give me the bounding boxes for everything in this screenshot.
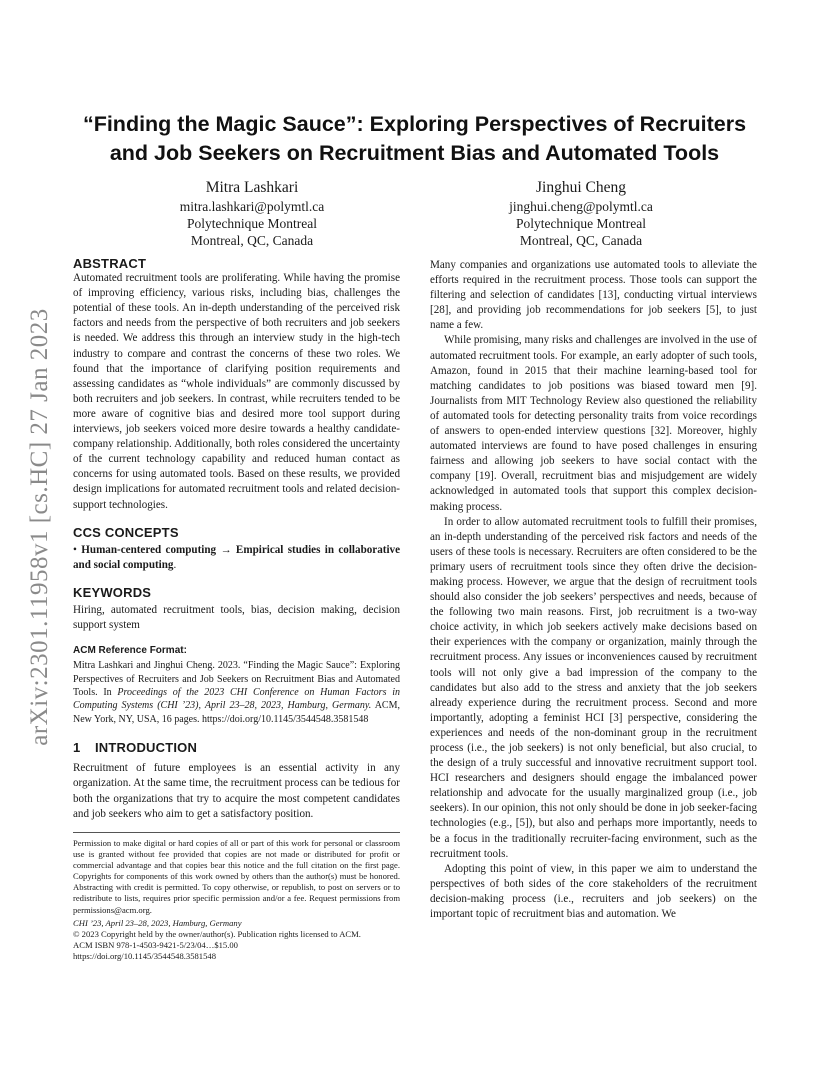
isbn-text: ACM ISBN 978-1-4503-9421-5/23/04…$15.00 <box>73 939 238 950</box>
keywords-heading: KEYWORDS <box>73 584 152 600</box>
author-location: Montreal, QC, Canada <box>519 233 643 248</box>
ccs-concepts <box>73 543 400 573</box>
conference-info <box>73 918 400 929</box>
permission-text: Permission to make digital or hard copies of all or part of this work for personal or classroom use is granted without fee provided that copies are not made or distributed for profit or commercial advantage and that copies bear this notice and the full citation on the first page. Copyrights for components of this work owned by others than the author(s) must be honored. Abstracting with credit is permitted. To copy otherwise, or republish, to post on servers or to redistribute to lists, requires prior specific permission and/or a fee. Request permissions from permissions@acm.org. <box>73 838 400 915</box>
paper-title: “Finding the Magic Sauce”: Exploring Perspectives of Recruiters and Job Seekers on Recruitment Bias and Automated Tools <box>82 112 747 165</box>
author-affiliation: Polytechnique Montreal <box>515 216 647 231</box>
reference-format-text <box>73 659 400 726</box>
right-column <box>430 258 757 922</box>
arxiv-id-text: arXiv:2301.11958v1 [cs.HC] 27 Jan 2023 <box>26 308 53 746</box>
author-name: Mitra Lashkari <box>205 179 299 196</box>
intro-paragraph-4: Adopting this point of view, in this paper we aim to understand the perspectives of both sides of the core stakeholders of the recruitment decision-making process (i.e., recruiters and job seekers) on the important topic of recruitment bias and automation. We <box>430 862 757 921</box>
ccs-concept-1: Human-centered computing <box>81 543 217 556</box>
reference-text-before: Mitra Lashkari and Jinghui Cheng. 2023. “Finding the Magic Sauce”: Exploring Perspectives of Recruiters and Job Seekers on Recruitment Bias and Automated Tools. In <box>73 660 400 699</box>
section-title: INTRODUCTION <box>95 740 198 756</box>
intro-paragraph-2: While promising, many risks and challenges are involved in the use of automated recruitment tools. For example, an early adopter of such tools, Amazon, found in 2015 that their machine learning-based tool for matching candidates to job positions was biased toward men [9]. Journalists from MIT Technology Review also questioned the reliability of automated tools for detecting personality traits from voice recordings of answers to open-ended interview questions [32]. Moreover, highly automated interviews are found to have posed challenges in ensuring fairness and allowing job seekers to have social contact with the company [19]. Overall, recruitment bias and misjudgement are widely acknowledged in automated tools that support this complex decision-making process. <box>430 334 757 513</box>
ccs-heading: CCS CONCEPTS <box>73 524 179 540</box>
introduction-left-text: Recruitment of future employees is an essential activity in any organization. At the same time, the recruitment process can be tedious for both the organizations that try to acquire the most competent candidates and job seekers who aim to get a satisfactory position. <box>73 762 400 820</box>
ccs-end: . <box>173 558 177 571</box>
ccs-arrow: → <box>220 543 232 556</box>
reference-text-after: ACM, New York, NY, USA, 16 pages. https://doi.org/10.1145/3544548.3581548 <box>73 700 400 725</box>
introduction-heading <box>73 740 400 755</box>
intro-paragraph-1: Many companies and organizations use automated tools to alleviate the efforts required in the recruitment process. Those tools can support the filtering and selection of candidates [13], conducting virtual interviews [28], and providing job recommendations for job seekers [5], to just name a few. <box>430 259 757 332</box>
ccs-bullet: • <box>73 543 77 556</box>
author-block-2 <box>431 178 731 249</box>
author-location: Montreal, QC, Canada <box>190 233 314 248</box>
conference-name: CHI ’23, April 23–28, 2023, Hamburg, Germany <box>73 917 242 928</box>
doi-link[interactable]: https://doi.org/10.1145/3544548.3581548 <box>73 950 216 961</box>
arxiv-identifier <box>22 292 58 762</box>
author-name: Jinghui Cheng <box>536 179 626 196</box>
section-number: 1 <box>73 740 81 756</box>
reference-venue: Proceedings of the 2023 CHI Conference on Human Factors in Computing Systems (CHI ’23), April 23–28, 2023, Hamburg, Germany. <box>73 687 400 712</box>
left-column <box>73 256 400 822</box>
abstract-text: Automated recruitment tools are proliferating. While having the promise of improving efficiency, various risks, including bias, challenges the potential of these tools. An in-depth understanding of the perceived risk factors and needs from the perspective of both recruiters and job seekers is needed. We address this through an interview study in the high-tech industry to compare and contrast the concerns of these two roles. We found that the importance of clarifying position requirements and assessing candidates as “whole individuals” are commonly discussed by both recruiters and job seekers. In contrast, while recruiters tended to be more aware of cognitive bias and desired more tool support during interviews, job seekers voiced more desire towards a healthy candidate-company relationship. Additionally, both roles considered the uncertainty of the current technology capability and reduced human contact as concerns for using automated tools. Based on these results, we provided design implications for automated recruitment tools and related decision-support technologies. <box>73 272 400 511</box>
keywords-text: Hiring, automated recruitment tools, bias, decision making, decision support system <box>73 603 400 632</box>
author-block-1 <box>102 178 402 249</box>
abstract-heading: ABSTRACT <box>73 256 147 271</box>
ccs-concept-2: Empirical studies in collaborative and social computing <box>73 543 400 571</box>
copyright-text: © 2023 Copyright held by the owner/author(s). Publication rights licensed to ACM. <box>73 928 361 939</box>
author-affiliation: Polytechnique Montreal <box>186 216 318 231</box>
reference-format-heading: ACM Reference Format: <box>73 645 187 657</box>
permission-footnote <box>73 832 400 962</box>
author-email[interactable]: jinghui.cheng@polymtl.ca <box>509 199 653 214</box>
author-email[interactable]: mitra.lashkari@polymtl.ca <box>179 199 325 214</box>
intro-paragraph-3: In order to allow automated recruitment tools to fulfill their promises, an in-depth understanding of the perceived risk factors and needs of the users of these tools is necessary. Recruiters are often considered to be the primary users of recruitment tools since they often drive the decision-making process. However, we argue that the design of recruitment tools should also consider the job seekers’ perspectives and needs, because of the following two main reasons. First, job recruitment is a two-way choice activity, in which job seekers actively make decisions based on their experiences with the company or organization, mainly through the recruitment process. Any issues or inconveniences caused by recruitment tools will not only give a bad impression of the company to the candidates but also add to the stress and anxiety that the job seekers already experience during the recruitment process. Second and more importantly, adopting a feminist HCI [3] perspective, considering the experiences and needs of the non-dominant group in the recruitment process (i.e., the job seekers) is not only beneficial, but also crucial, to the design of a truly successful and innovative recruitment support tool. HCI researchers and designers should engage the imbalanced power relationship and advocate for the usually marginalized group (i.e., job seekers). In our opinion, this not only should be done in job seeker-facing technologies (e.g., [5]), but also and perhaps more importantly, needs to be a focus in the traditionally recruiter-facing environment, such as the recruitment tools. <box>430 515 757 860</box>
